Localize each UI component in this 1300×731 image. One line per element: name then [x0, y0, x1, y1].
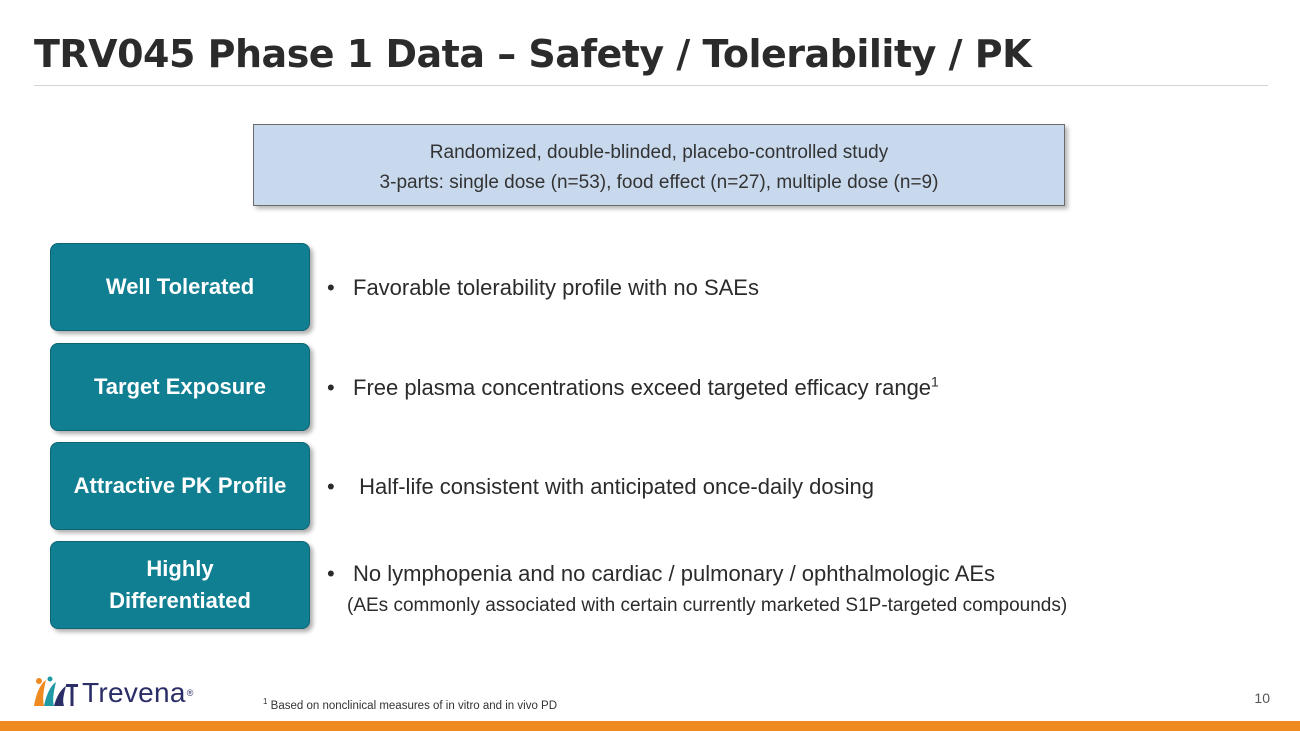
logo-wordmark: Trevena [82, 677, 186, 708]
bullet-dot: • [327, 561, 335, 586]
pill-label: Attractive PK Profile [73, 473, 287, 498]
trevena-logo-mark-icon [30, 676, 80, 710]
footnote-text: Based on nonclinical measures of in vitro and in vivo PD [267, 699, 558, 712]
row-highly-differentiated [0, 541, 1300, 631]
logo-registered-mark: ® [186, 688, 194, 698]
bullet-dot: • [327, 474, 335, 499]
pill-target-exposure [50, 343, 310, 431]
title-divider [34, 85, 1268, 86]
bullet-text: No lymphopenia and no cardiac / pulmonary / ophthalmologic AEs [353, 561, 996, 586]
row-well-tolerated [0, 243, 1300, 333]
pill-label: Target Exposure [94, 374, 266, 399]
row-target-exposure [0, 343, 1300, 433]
row-attractive-pk [0, 442, 1300, 532]
bullet-item [327, 275, 759, 301]
sub-bullet-text: (AEs commonly associated with certain currently marketed S1P-targeted compounds) [347, 595, 1068, 616]
pill-attractive-pk [50, 442, 310, 530]
slide-title: TRV045 Phase 1 Data – Safety / Tolerability / PK [34, 32, 1032, 76]
study-design-line-1: Randomized, double-blinded, placebo-controlled study [429, 142, 889, 163]
study-design-box [253, 124, 1065, 206]
footnote-marker: 1 [263, 697, 268, 706]
bullet-text: Favorable tolerability profile with no SAEs [353, 275, 759, 300]
trevena-logo [30, 676, 193, 710]
bullet-dot: • [327, 375, 335, 400]
footnote [263, 697, 557, 712]
bullet-dot: • [327, 275, 335, 300]
bottom-accent-bar [0, 721, 1300, 731]
pill-label: Well Tolerated [105, 274, 255, 299]
study-design-line-2: 3-parts: single dose (n=53), food effect (n=27), multiple dose (n=9) [379, 172, 939, 193]
page-number: 10 [1254, 690, 1270, 706]
pill-well-tolerated [50, 243, 310, 331]
bullet-item [327, 474, 874, 500]
pill-label: Highly Differentiated [109, 556, 251, 613]
bullet-text: Free plasma concentrations exceed targeted efficacy range [353, 375, 932, 400]
footnote-ref: 1 [931, 373, 939, 390]
bullet-item [327, 561, 995, 587]
bullet-text: Half-life consistent with anticipated once-daily dosing [353, 474, 874, 499]
bullet-item [327, 375, 939, 401]
pill-highly-differentiated [50, 541, 310, 629]
